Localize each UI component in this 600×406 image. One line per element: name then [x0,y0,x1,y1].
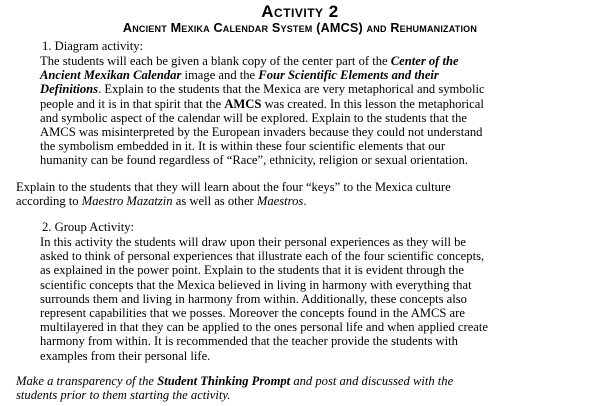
text-run: according to [16,194,82,209]
section2-line: harmony from within. It is recommended that the teacher provide the students with [40,334,458,349]
section1-line [40,68,595,82]
keys-line: Explain to the students that they will learn about the four “keys” to the Mexica culture [16,180,451,194]
section2-heading: 2. Group Activity: [42,220,134,234]
section2-line: represent capabilities that we posses. Moreover the concepts found in the AMCS are [40,306,465,321]
section2-line: scientific concepts that the Mexica believed in living in harmony with everything that [40,277,472,292]
section1-line: the symbolism embedded in it. It is within these four scientific elements that our [40,139,446,154]
section1-line [40,82,595,96]
text-run: Make a transparency of the [16,374,158,388]
section2-line: asked to think of personal experiences that illustrate each of the four scientific concepts, [40,249,485,264]
text-run-bold: AMCS [224,96,262,111]
text-run: people and it is in that spirit that the [40,96,225,111]
section2-line: as explained in the power point. Explain to the students that it is evident through the [40,263,464,278]
text-run: The students will each be given a blank copy of the center part of the [40,54,391,68]
section2-line: surrounds them and living in harmony from within. Additionally, these concepts also [40,291,467,306]
text-run: was created. In this lesson the metaphorical [261,96,484,111]
section2-line: In this activity the students will draw upon their personal experiences as they will be [40,235,466,249]
section2-line: examples from their personal life. [40,348,211,363]
closing-paragraph [16,374,594,402]
text-run: and post and discussed with the [290,374,454,388]
section1-line: and symbolic aspect of the calendar will be explored. Explain to the students that the [40,110,468,125]
text-run-emphasis: Definitions [40,82,99,97]
closing-line [16,374,594,388]
text-run-emphasis: Four Scientific Elements and their [258,68,439,83]
section2-body [40,235,595,363]
page-subtitle: Ancient Mexika Calendar System (AMCS) and Rehumanization [122,21,478,35]
section1-body [40,54,595,168]
section1-line: AMCS was misinterpreted by the European invaders because they could not understand [40,125,483,140]
section1-heading: 1. Diagram activity: [42,39,144,53]
text-run: . Explain to the students that the Mexica are very metaphorical and symbolic [98,82,485,97]
text-run-emphasis: Center of the [390,54,459,68]
text-run-italic: Maestros [256,194,304,209]
section1-line: humanity can be found regardless of “Race”, ethnicity, religion or sexual orientation. [40,153,468,168]
section2-line: multilayered in that they can be applied to the ones personal life and when applied create [40,320,488,335]
keys-paragraph [16,180,594,208]
keys-line [16,194,594,208]
text-run-emphasis: Ancient Mexikan Calendar [40,68,182,83]
section1-line [40,54,595,68]
closing-line: students prior to them starting the activity. [16,388,231,403]
page-title: Activity 2 [261,2,339,21]
text-run: . [303,194,307,209]
text-run-bold: Student Thinking Prompt [157,374,291,388]
text-run: as well as other [172,194,257,209]
text-run: image and the [181,68,259,83]
text-run-italic: Maestro Mazatzin [81,194,173,209]
section1-line [40,97,595,111]
